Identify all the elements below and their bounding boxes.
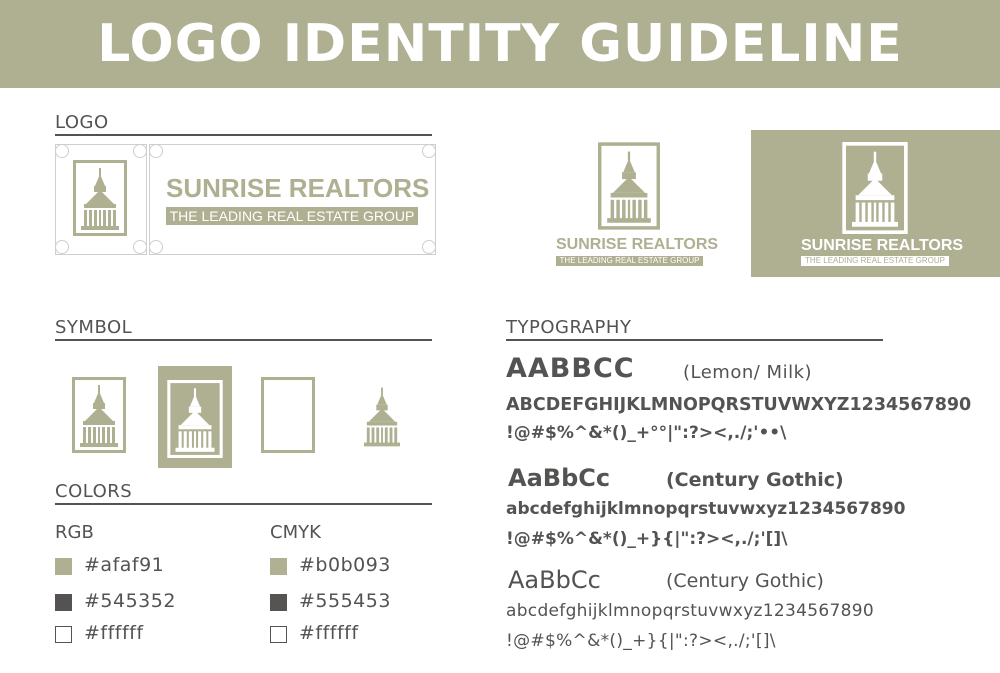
section-label-typography: TYPOGRAPHY xyxy=(506,317,632,338)
color-value: #ffffff xyxy=(299,622,359,644)
page-title: LOGO IDENTITY GUIDELINE xyxy=(97,14,903,74)
grid-circle xyxy=(133,240,147,254)
section-rule-typography xyxy=(506,339,883,341)
section-rule-symbol xyxy=(55,339,432,341)
grid-circle xyxy=(133,144,147,158)
building-tower-icon xyxy=(842,142,908,234)
section-rule-logo xyxy=(55,134,432,136)
header-banner xyxy=(0,0,1000,88)
brand-tagline: THE LEADING REAL ESTATE GROUP xyxy=(801,256,949,266)
brand-name: SUNRISE REALTORS xyxy=(801,237,964,254)
rgb-label: RGB xyxy=(55,522,94,543)
font1-symbols: !@#$%^&*()_+°°|":?><,./;'••\ xyxy=(506,423,787,443)
cmyk-label: CMYK xyxy=(270,522,321,543)
building-tower-icon xyxy=(167,380,223,458)
grid-circle xyxy=(422,144,436,158)
grid-circle xyxy=(149,240,163,254)
section-label-symbol: SYMBOL xyxy=(55,317,133,338)
building-tower-icon xyxy=(598,142,660,230)
brand-tagline: THE LEADING REAL ESTATE GROUP xyxy=(556,256,703,266)
grid-circle xyxy=(55,144,69,158)
color-value: #b0b093 xyxy=(299,554,391,576)
font1-alphabet: ABCDEFGHIJKLMNOPQRSTUVWXYZ1234567890 xyxy=(506,395,972,415)
color-value: #555453 xyxy=(299,590,391,612)
font1-sample: AABBCC xyxy=(506,353,635,384)
font2-symbols: !@#$%^&*()_+}{|":?><,./;'[]\ xyxy=(506,529,788,549)
color-swatch xyxy=(270,558,287,575)
building-tower-icon xyxy=(72,377,126,453)
font1-name: (Lemon/ Milk) xyxy=(683,362,813,383)
font2-sample: AaBbCc xyxy=(508,464,611,492)
font3-sample: AaBbCc xyxy=(508,566,601,594)
color-value: #afaf91 xyxy=(84,554,165,576)
color-swatch xyxy=(270,626,287,643)
symbol-frame-only xyxy=(261,377,315,453)
building-tower-icon xyxy=(73,160,127,236)
grid-circle xyxy=(149,144,163,158)
color-value: #ffffff xyxy=(84,622,144,644)
color-swatch xyxy=(270,594,287,611)
font3-symbols: !@#$%^&*()_+}{|":?><,./;'[]\ xyxy=(506,631,776,651)
grid-circle xyxy=(422,240,436,254)
font3-name: (Century Gothic) xyxy=(666,570,824,592)
building-tower-icon xyxy=(364,385,400,449)
section-rule-colors xyxy=(55,503,432,505)
font2-alphabet: abcdefghijklmnopqrstuvwxyz1234567890 xyxy=(506,499,906,519)
color-swatch xyxy=(55,626,72,643)
font2-name: (Century Gothic) xyxy=(666,469,844,491)
section-label-colors: COLORS xyxy=(55,481,133,502)
color-value: #545352 xyxy=(84,590,176,612)
color-swatch xyxy=(55,558,72,575)
section-label-logo: LOGO xyxy=(55,112,109,133)
brand-name: SUNRISE REALTORS xyxy=(166,173,430,203)
brand-name: SUNRISE REALTORS xyxy=(556,236,719,253)
brand-tagline: THE LEADING REAL ESTATE GROUP xyxy=(166,207,418,225)
grid-circle xyxy=(55,240,69,254)
color-swatch xyxy=(55,594,72,611)
font3-alphabet: abcdefghijklmnopqrstuvwxyz1234567890 xyxy=(506,601,874,621)
